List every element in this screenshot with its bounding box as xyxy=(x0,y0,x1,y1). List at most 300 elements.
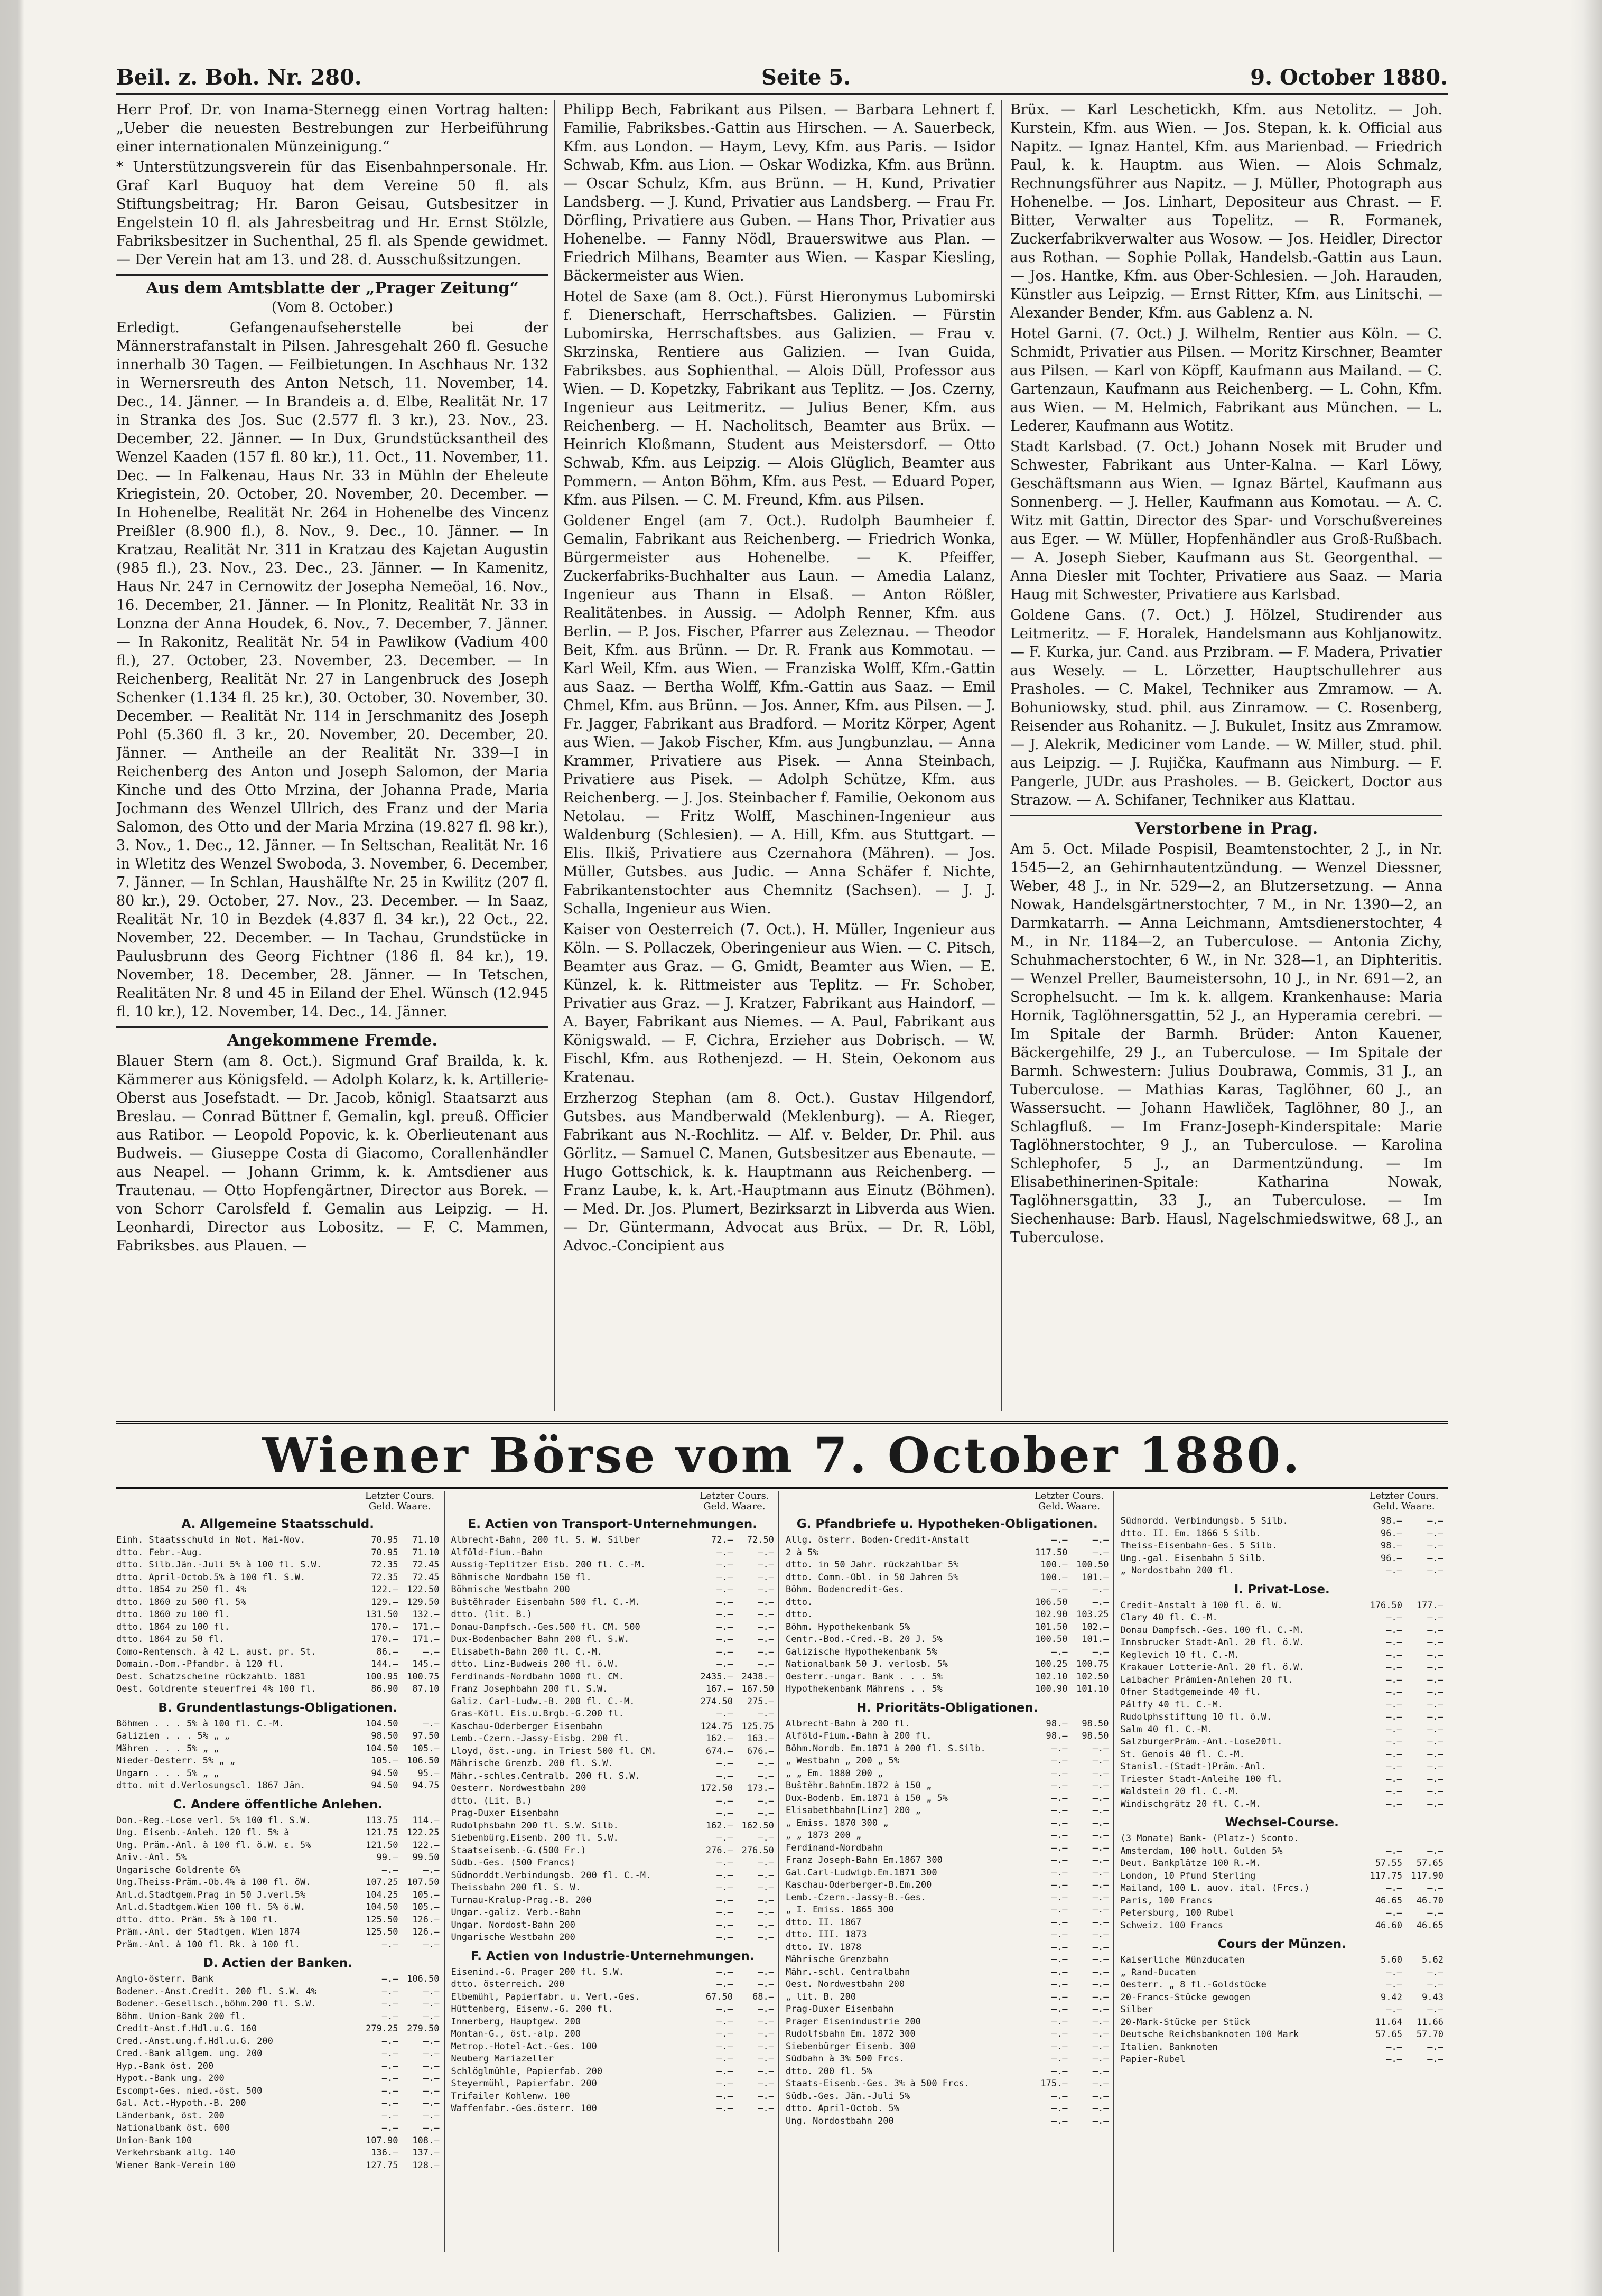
bid-price: 86.— xyxy=(376,1646,398,1657)
ask-price: —.— xyxy=(1427,1528,1443,1539)
ask-price: —.— xyxy=(1092,1793,1109,1804)
ask-price: —.— xyxy=(1427,1724,1443,1735)
bid-price: —.— xyxy=(1051,1584,1068,1595)
ask-price: —.— xyxy=(1092,2103,1109,2114)
security-name: Böhm. Bodencredit-Ges. xyxy=(786,1584,905,1595)
quote-row xyxy=(451,1758,775,1770)
security-name: Lloyd, öst.-ung. in Triest 500 fl. CM. xyxy=(451,1746,657,1757)
bid-price: 100.— xyxy=(1040,1560,1068,1570)
quote-row xyxy=(786,1929,1109,1942)
ask-price: 171.— xyxy=(412,1621,440,1632)
security-name: Centr.-Bod.-Cred.-B. 20 J. 5% xyxy=(786,1634,943,1645)
ask-price: 106.50 xyxy=(407,1974,440,1984)
quote-row xyxy=(786,1879,1109,1892)
security-name: Waldstein 20 fl. C.-M. xyxy=(1120,1786,1240,1797)
association-notice: * Unterstützungsverein für das Eisenbahnpersonale. Hr. Graf Karl Buquoy hat dem Vereine 50 fl. als Stiftungsbeitrag; Hr. Baron Geisau, Gutsbesitzer in Engelstein 10 fl. als Jahresbeitrag und Hr. Ernst Stölzle, Fabriksbesitzer in Suchenthal, 25 fl. als Spende gewidmet. — Der Verein hat am 13. und 28. d. Ausschußsitzungen. xyxy=(116,159,548,268)
security-name: dtto. April-Octob. 5% xyxy=(786,2103,899,2114)
bid-price: —.— xyxy=(1386,2041,1402,2052)
security-name: dtto. österreich. 200 xyxy=(451,1979,565,1990)
bid-price: 100.25 xyxy=(1035,1659,1068,1669)
quote-row xyxy=(786,1634,1109,1646)
bid-price: —.— xyxy=(1051,2115,1068,2126)
quote-row xyxy=(116,1780,440,1793)
bid-price: —.— xyxy=(716,2016,733,2027)
ask-price: 101.— xyxy=(1082,1634,1109,1645)
ask-price: —.— xyxy=(1427,1649,1443,1660)
security-name: Oest. Schatzscheine rückzahlb. 1881 xyxy=(116,1671,306,1682)
bid-price: —.— xyxy=(1386,1687,1402,1697)
issue-date: 9. October 1880. xyxy=(1250,65,1448,90)
security-name: Mailand, 100 L. auov. ital. (Frcs.) xyxy=(1120,1883,1310,1893)
security-name: dtto. in 50 Jahr. rückzahlbar 5% xyxy=(786,1560,959,1570)
ask-price: 129.50 xyxy=(407,1597,440,1608)
security-name: Kaiserliche Münzducaten xyxy=(1120,1955,1245,1965)
security-name: Einh. Staatsschuld in Not. Mai-Nov. xyxy=(116,1535,306,1545)
security-name: Metrop.-Hotel-Act.-Ges. 100 xyxy=(451,2041,597,2052)
bid-price: 125.50 xyxy=(366,1914,398,1925)
security-name: „ Nordostbahn 200 fl. xyxy=(1120,1565,1234,1576)
bid-price: —.— xyxy=(1051,1942,1068,1953)
gazette-heading: Aus dem Amtsblatte der „Prager Zeitung“ xyxy=(116,274,548,297)
bid-price: —.— xyxy=(1051,1917,1068,1928)
quote-row xyxy=(116,1973,440,1986)
bid-price: —.— xyxy=(1386,1798,1402,1809)
bid-price: 102.90 xyxy=(1035,1609,1068,1620)
security-name: Dux-Bodenbacher Bahn 200 fl. S.W. xyxy=(451,1634,630,1645)
ask-price xyxy=(1402,1833,1443,1845)
quote-row xyxy=(786,1534,1109,1547)
ask-price: 100.75 xyxy=(1076,1659,1109,1669)
ask-price: 94.75 xyxy=(412,1780,440,1791)
security-name: Ungarische Goldrente 6% xyxy=(116,1864,241,1875)
security-name: Oest. Goldrente steuerfrei 4% 100 fl. xyxy=(116,1684,316,1694)
quote-row xyxy=(1121,1786,1444,1798)
ask-price: —.— xyxy=(1092,2016,1109,2027)
bid-price: 98.— xyxy=(1046,1731,1068,1741)
quote-row xyxy=(451,1894,775,1907)
security-name: Ungarische Westbahn 200 xyxy=(451,1932,575,1943)
quote-row xyxy=(451,2028,775,2041)
bid-price: 11.64 xyxy=(1375,2017,1402,2028)
quote-row xyxy=(116,1852,440,1864)
quote-row xyxy=(451,1857,775,1870)
bid-price: —.— xyxy=(1386,1774,1402,1785)
bid-price: —.— xyxy=(1386,1674,1402,1685)
ask-price: —.— xyxy=(1427,1980,1443,1990)
bid-price: —.— xyxy=(716,2103,733,2114)
ask-price: —.— xyxy=(1092,1842,1109,1853)
ask-price: —.— xyxy=(758,2029,774,2039)
ask-price: 162.50 xyxy=(741,1820,774,1831)
quote-row xyxy=(1121,1686,1444,1699)
bid-price: —.— xyxy=(1051,2090,1068,2102)
ask-price: —.— xyxy=(1427,1699,1443,1710)
security-name: „ Westbahn „ 200 „ 5% xyxy=(786,1756,899,1766)
quote-row xyxy=(786,1793,1109,1805)
bid-price: —.— xyxy=(381,2073,398,2084)
security-name: dtto. Febr.-Aug. xyxy=(116,1547,203,1558)
ask-price: —.— xyxy=(758,1770,774,1781)
quote-row xyxy=(786,1780,1109,1793)
ask-price: 173.— xyxy=(747,1783,774,1794)
ask-price: —.— xyxy=(758,1609,774,1620)
bid-price: 94.50 xyxy=(371,1768,398,1779)
bid-price: —.— xyxy=(1386,1967,1402,1978)
bid-price: —.— xyxy=(716,2029,733,2039)
ask-price: —.— xyxy=(758,1621,774,1632)
security-name: Pálffy 40 fl. C.-M. xyxy=(1120,1699,1223,1710)
security-name: Alföld-Fium.-Bahn xyxy=(451,1547,543,1558)
ask-price: —.— xyxy=(423,1999,440,2009)
quote-row xyxy=(1121,2041,1444,2054)
ask-price: —.— xyxy=(1427,2004,1443,2015)
quote-row xyxy=(451,1782,775,1795)
bid-price: 5.60 xyxy=(1381,1955,1402,1965)
bid-price: 9.42 xyxy=(1381,1992,1402,2003)
bid-price: —.— xyxy=(716,1634,733,1645)
security-name: Credit-Anst.f.Hdl.u.G. 160 xyxy=(116,2023,257,2034)
quote-row xyxy=(1121,1798,1444,1811)
bid-price: —.— xyxy=(1051,1991,1068,2002)
bid-price: —.— xyxy=(716,2090,733,2102)
bid-price: —.— xyxy=(1386,1786,1402,1797)
quote-row xyxy=(786,2041,1109,2054)
security-name: Trifailer Kohlenw. 100 xyxy=(451,2090,570,2102)
security-name: Böhmen . . . 5% à 100 fl. C.-M. xyxy=(116,1718,284,1729)
ask-price: —.— xyxy=(1092,2041,1109,2052)
exchange-column-1 xyxy=(116,1491,445,2252)
quote-row xyxy=(786,1743,1109,1756)
bid-price: 144.— xyxy=(371,1659,398,1669)
arrivals-continued: Philipp Bech, Fabrikant aus Pilsen. — Barbara Lehnert f. Familie, Fabriksbes.-Gattin aus Hirschen. — A. Sauerbeck, Kfm. aus London. — Haym, Levy, Kfm. aus Paris. — Isidor Schwab, Kfm. aus Lion. — Oskar Wodizka, Kfm. aus Brünn. — Oscar Schulz, Kfm. aus Brünn. — H. Kund, Privatier Landsberg. — J. Kund, Privatier aus Landsberg. — Frau Fr. Dörfling, Privatiere aus Guben. — Hans Thor, Privatier aus Hohenelbe. — Fanny Nödl, Brauerswitwe aus Plan. — Friedrich Milhans, Beamter aus Wien. — Kaspar Kiesling, Bäckermeister aus Wien. xyxy=(563,101,995,284)
quote-row xyxy=(451,2016,775,2029)
ask-price: —.— xyxy=(1427,2054,1443,2065)
bid-price: —.— xyxy=(1386,2054,1402,2065)
ask-price: —.— xyxy=(758,1894,774,1906)
quote-row xyxy=(451,2066,775,2078)
ask-price: 163.— xyxy=(747,1733,774,1744)
quote-row xyxy=(786,1991,1109,2004)
ask-price: 171.— xyxy=(412,1634,440,1645)
bid-price: 176.50 xyxy=(1370,1600,1402,1611)
ask-price: —.— xyxy=(758,1870,774,1881)
ask-price: —.— xyxy=(758,1979,774,1990)
security-name: Prag-Duxer Eisenbahn xyxy=(786,2004,894,2014)
ask-price: —.— xyxy=(1427,1786,1443,1797)
bid-price: —.— xyxy=(716,1547,733,1558)
exchange-section-title: Wechsel-Course. xyxy=(1225,1816,1339,1830)
ask-price: —.— xyxy=(1427,1737,1443,1747)
quote-row xyxy=(1121,1870,1444,1883)
quote-row xyxy=(116,1683,440,1696)
security-name: Paris, 100 Francs xyxy=(1120,1895,1213,1906)
security-name: Lemb.-Czern.-Jassy-B.-Ges. xyxy=(786,1892,927,1903)
bid-price: —.— xyxy=(1386,1662,1402,1673)
ask-price: —.— xyxy=(758,2078,774,2089)
security-name: 2 à 5% xyxy=(786,1547,818,1558)
ask-price: —.— xyxy=(1427,2041,1443,2052)
security-name: Ung. Präm.-Anl. à 100 fl. ö.W. ε. 5% xyxy=(116,1840,311,1851)
bid-price: 104.25 xyxy=(366,1889,398,1900)
quote-row xyxy=(116,2036,440,2048)
ask-price: 122.25 xyxy=(407,1827,440,1838)
bid-price: —.— xyxy=(1051,2041,1068,2052)
security-name: St. Genois 40 fl. C.-M. xyxy=(1120,1749,1245,1760)
security-name: Oesterr.-ungar. Bank . . . 5% xyxy=(786,1671,943,1682)
security-name: Präm.-Anl. der Stadtgem. Wien 1874 xyxy=(116,1927,300,1937)
security-name: Präm.-Anl. à 100 fl. Rk. à 100 fl. xyxy=(116,1939,300,1950)
quote-row xyxy=(116,1559,440,1572)
bid-price: 127.75 xyxy=(366,2160,398,2171)
ask-price: 71.10 xyxy=(412,1535,440,1545)
bid-price: 72.— xyxy=(711,1535,733,1545)
bid-price: —.— xyxy=(381,1986,398,1997)
bid-price: —.— xyxy=(381,2098,398,2108)
quote-row xyxy=(116,1998,440,2011)
quote-row xyxy=(116,2060,440,2073)
bid-price: —.— xyxy=(1051,1793,1068,1804)
bid-price: —.— xyxy=(1386,1724,1402,1735)
bid-price: 46.60 xyxy=(1375,1920,1402,1931)
security-name: Gal. Act.-Hypoth.-B. 200 xyxy=(116,2098,246,2108)
quote-row xyxy=(786,1942,1109,1954)
quote-row xyxy=(1121,2029,1444,2041)
bid-price: 107.90 xyxy=(366,2135,398,2146)
quote-row xyxy=(116,1889,440,1902)
quote-row xyxy=(116,1534,440,1547)
bid-price: 67.50 xyxy=(705,1991,733,2002)
security-name: Cred.-Anst.ung.f.Hdl.u.G. 200 xyxy=(116,2036,273,2047)
exchange-column-header xyxy=(786,1491,1109,1512)
ask-price: —.— xyxy=(1427,1637,1443,1648)
ask-price: —.— xyxy=(1092,1756,1109,1766)
ask-price: —.— xyxy=(1427,1687,1443,1697)
security-name: Hypot.-Bank ung. 200 xyxy=(116,2073,225,2084)
security-name: dtto. 1860 zu 100 fl. xyxy=(116,1609,230,1620)
quote-row xyxy=(116,1597,440,1609)
security-name: Dux-Bodenb. Em.1871 à 150 „ 5% xyxy=(786,1793,948,1804)
bid-price: 72.35 xyxy=(371,1572,398,1583)
quote-row xyxy=(1121,1979,1444,1992)
quote-row xyxy=(116,1718,440,1731)
security-name: Como-Rentensch. à 42 L. aust. pr. St. xyxy=(116,1646,316,1657)
column-header-label: Letzter Cours. Geld. Waare. xyxy=(700,1491,769,1512)
ask-price: —.— xyxy=(1427,1798,1443,1809)
bid-price: 162.— xyxy=(705,1733,733,1744)
quote-row xyxy=(451,1832,775,1845)
bid-price: 98.— xyxy=(1046,1718,1068,1729)
quote-row xyxy=(786,1671,1109,1684)
exchange-section-title: D. Actien der Banken. xyxy=(203,1956,352,1970)
column-2 xyxy=(563,100,1002,1411)
quote-row xyxy=(1121,1882,1444,1895)
security-name: Bodener.-Gesellsch.,böhm.200 fl. S.W. xyxy=(116,1999,316,2009)
security-name: Cred.-Bank allgem. ung. 200 xyxy=(116,2048,263,2059)
bid-price: —.— xyxy=(716,1795,733,1806)
ask-price: —.— xyxy=(1092,1954,1109,1965)
security-name: Länderbank, öst. 200 xyxy=(116,2110,225,2121)
quote-row xyxy=(786,1768,1109,1780)
ask-price: 106.50 xyxy=(407,1756,440,1766)
security-name: Theissbahn 200 fl. S. W. xyxy=(451,1882,581,1893)
bid-price: —.— xyxy=(381,1864,398,1875)
ask-price: —.— xyxy=(1427,1565,1443,1576)
security-name: Rudolphsbahn 200 fl. S.W. Silb. xyxy=(451,1820,619,1831)
security-name: Galiz. Carl-Ludw.-B. 200 fl. C.-M. xyxy=(451,1696,635,1707)
security-name: Donau-Dampfsch.-Ges.500 fl. CM. 500 xyxy=(451,1621,640,1632)
quote-row xyxy=(1121,1528,1444,1541)
bid-price: —.— xyxy=(716,1919,733,1930)
ask-price: 100.50 xyxy=(1076,1560,1109,1570)
ask-price: —.— xyxy=(1092,1880,1109,1890)
bid-price: —.— xyxy=(716,2066,733,2077)
exchange-section-title: I. Privat-Lose. xyxy=(1234,1582,1330,1597)
ask-price: —.— xyxy=(1092,1991,1109,2002)
exchange-section-title: H. Prioritäts-Obligationen. xyxy=(856,1701,1038,1715)
quote-row xyxy=(116,2011,440,2023)
ask-price: —.— xyxy=(423,2011,440,2022)
ask-price: 126.— xyxy=(412,1927,440,1937)
bid-price: —.— xyxy=(716,2054,733,2064)
bid-price: 57.65 xyxy=(1375,2029,1402,2040)
exchange-tables xyxy=(116,1491,1448,2252)
bid-price: —.— xyxy=(716,1659,733,1669)
security-name: Siebenbürger Eisenb. 300 xyxy=(786,2041,916,2052)
security-name: dtto. 1864 zu 50 fl. xyxy=(116,1634,225,1645)
ask-price: —.— xyxy=(1092,1768,1109,1779)
bid-price: —.— xyxy=(716,1770,733,1781)
quote-row xyxy=(786,1978,1109,1991)
quote-row xyxy=(451,1795,775,1808)
security-name: (3 Monate) Bank- (Platz-) Sconto. xyxy=(1120,1833,1299,1844)
security-name: dtto. IV. 1878 xyxy=(786,1942,862,1953)
bid-price: —.— xyxy=(381,2036,398,2047)
quote-row xyxy=(116,1815,440,1827)
bid-price: 279.25 xyxy=(366,2023,398,2034)
security-name: Ung. Nordostbahn 200 xyxy=(786,2115,894,2126)
bid-price: —.— xyxy=(1051,2004,1068,2014)
arrivals-erzherzog-stephan: Erzherzog Stephan (am 8. Oct.). Gustav Hilgendorf, Gutsbes. aus Mandberwald (Meklenburg). — A. Rieger, Fabrikant aus N.-Rochlitz. — Alf. v. Belder, Dr. Phil. aus Görlitz. — Samuel C. Manen, Gutsbesitzer aus Ebenaute. — Hugo Gottschick, k. k. Hauptmann aus Reichenberg. — Franz Laube, k. k. Art.-Hauptmann aus Einutz (Böhmen). — Med. Dr. Jos. Plumert, Bezirksarzt in Libverda aus Wien. — Dr. Güntermann, Advocat aus Brüx. — Dr. R. Löbl, Advoc.-Concipient aus xyxy=(563,1090,995,1254)
bid-price: —.— xyxy=(1051,1780,1068,1791)
ask-price: —.— xyxy=(1092,1830,1109,1841)
bid-price: 674.— xyxy=(705,1746,733,1757)
security-name: Waffenfabr.-Ges.österr. 100 xyxy=(451,2103,597,2114)
bid-price: 101.50 xyxy=(1035,1621,1068,1632)
security-name: Ung.Theiss-Präm.-Ob.4% à 100 fl. öW. xyxy=(116,1877,311,1888)
bid-price: —.— xyxy=(1386,1883,1402,1893)
arrivals-continued-2: Brüx. — Karl Leschetickh, Kfm. aus Netolitz. — Joh. Kurstein, Kfm. aus Wien. — Jos. Stepan, k. k. Official aus Napitz. — Ignaz Hantel, Kfm. aus Marienbad. — Friedrich Paul, k. k. Hauptm. aus Wien. — Alois Schmalz, Rechnungsführer aus Napitz. — J. Müller, Photograph aus Hohenelbe. — Jos. Linhart, Depositeur aus Chrast. — F. Bitter, Verwalter aus Topelitz. — R. Formanek, Zuckerfabrikverwalter aus Wosow. — Jos. Heidler, Director aus Rothan. — Sophie Pollak, Handelsb.-Gattin aus Laun. — Jos. Hantke, Kfm. aus Ober-Schlesien. — Joh. Harauden, Künstler aus Leipzig. — Ernst Ritter, Kfm. aus Linitschi. — Alexander Bender, Kfm. aus Gablenz a. N. xyxy=(1010,101,1442,321)
security-name: „ „ Em. 1880 200 „ xyxy=(786,1768,883,1779)
ask-price: —.— xyxy=(1427,1516,1443,1526)
quote-row xyxy=(786,1917,1109,1929)
exchange-section-title: B. Grundentlastungs-Obligationen. xyxy=(158,1701,398,1715)
ask-price: —.— xyxy=(1092,2004,1109,2014)
quote-row xyxy=(786,1584,1109,1597)
ask-price: —.— xyxy=(758,2004,774,2014)
security-name: dtto. dtto. Präm. 5% à 100 fl. xyxy=(116,1914,279,1925)
ask-price: —.— xyxy=(423,2085,440,2096)
arrivals-kaiser-von-oesterreich: Kaiser von Oesterreich (7. Oct.). H. Müller, Ingenieur aus Köln. — S. Pollaczek, Oberingenieur aus Wien. — C. Pitsch, Beamter aus Graz. — G. Gmidt, Beamter aus Wien. — E. Künzel, k. k. Rittmeister aus Teplitz. — Fr. Schober, Privatier aus Graz. — J. Kratzer, Fabrikant aus Haindorf. — A. Bayer, Fabrikant aus Niemes. — A. Paul, Fabrikant aus Königswald. — F. Cichra, Erzieher aus Dobrisch. — W. Fischl, Kfm. aus Rothenjezd. — H. Stein, Oekonom aus Kratenau. xyxy=(563,921,995,1086)
security-name: Triester Stadt-Anleihe 100 fl. xyxy=(1120,1774,1283,1785)
security-name: Oesterr. Nordwestbahn 200 xyxy=(451,1783,586,1794)
quote-row xyxy=(451,1882,775,1894)
bid-price: —.— xyxy=(1386,1749,1402,1760)
ask-price: —.— xyxy=(1092,2054,1109,2064)
ask-price: 103.25 xyxy=(1076,1609,1109,1620)
security-name: Siebenbürg.Eisenb. 200 fl. S.W. xyxy=(451,1833,619,1843)
ask-price: —.— xyxy=(423,2048,440,2059)
issue-label: Beil. z. Boh. Nr. 280. xyxy=(116,65,362,90)
security-name: Galizische Hypothekenbank 5% xyxy=(786,1646,937,1657)
quote-row xyxy=(451,1696,775,1709)
ask-price: —.— xyxy=(1092,1867,1109,1878)
quote-row xyxy=(116,2110,440,2123)
quote-row xyxy=(116,1743,440,1756)
ask-price: —.— xyxy=(1092,1855,1109,1865)
quote-row xyxy=(451,1683,775,1696)
security-name: Lemb.-Czern.-Jassy-Eisbg. 200 fl. xyxy=(451,1733,630,1744)
security-name: Böhm.Nordb. Em.1871 à 200 fl. S.Silb. xyxy=(786,1743,986,1754)
bid-price: 167.— xyxy=(705,1684,733,1694)
quote-row xyxy=(786,1904,1109,1917)
security-name: dtto. II. 1867 xyxy=(786,1917,862,1928)
bid-price: —.— xyxy=(1386,1845,1402,1856)
bid-price: 131.50 xyxy=(366,1609,398,1620)
bid-price: 172.50 xyxy=(700,1783,733,1794)
bid-price: —.— xyxy=(716,1621,733,1632)
bid-price: 117.50 xyxy=(1035,1547,1068,1558)
bid-price: —.— xyxy=(1051,1929,1068,1940)
ask-price: 117.90 xyxy=(1411,1870,1443,1881)
quote-row xyxy=(451,1733,775,1746)
quote-row xyxy=(1121,1992,1444,2004)
quote-row xyxy=(1121,1637,1444,1649)
quote-row xyxy=(1121,1858,1444,1870)
ask-price: 2438.— xyxy=(741,1671,774,1682)
quote-row xyxy=(116,1986,440,1999)
quote-row xyxy=(116,1646,440,1659)
security-name: „ „ 1873 200 „ xyxy=(786,1830,862,1841)
ask-price: —.— xyxy=(1092,1547,1109,1558)
ask-price: 279.50 xyxy=(407,2023,440,2034)
quote-row xyxy=(1121,1774,1444,1786)
security-name: Ferdinands-Nordbahn 1000 fl. CM. xyxy=(451,1671,625,1682)
security-name: Ung.-gal. Eisenbahn 5 Silb. xyxy=(1120,1553,1266,1564)
quote-row xyxy=(786,1683,1109,1696)
arrivals-heading: Angekommene Fremde. xyxy=(116,1026,548,1050)
ask-price: 98.50 xyxy=(1082,1718,1109,1729)
ask-price: 676.— xyxy=(747,1746,774,1757)
security-name: dtto. Linz-Budweis 200 fl. ö.W. xyxy=(451,1659,619,1669)
quote-row xyxy=(116,1755,440,1768)
quote-row xyxy=(116,2097,440,2110)
quote-row xyxy=(451,1609,775,1621)
gazette-text: Erledigt. Gefangenaufseherstelle bei der Männerstrafanstalt in Pilsen. Jahresgehalt 260 fl. Gesuche innerhalb 30 Tagen. — Feilbietungen. In Aschhaus Nr. 132 in Wernersreuth des Anton Netsch, 11. November, 14. Dec., 14. Jänner. — In Brandeis a. d. Elbe, Realität Nr. 17 in Stranka des Jos. Suc (2.577 fl. 3 kr.), 23. Nov., 23. December, 22. Jänner. — In Dux, Grundstücksantheil des Wenzel Kaaden (157 fl. 80 kr.), 11. Oct., 11. November, 11. Dec. — In Falkenau, Haus Nr. 33 in Mühln der Eheleute Kriegistein, 20. October, 20. November, 20. December. — In Hohenelbe, Realität Nr. 264 in Hohenelbe des Vincenz Preißler (8.900 fl.), 8. Nov., 9. Dec., 10. Jänner. — In Kratzau, Realität Nr. 311 in Kratzau des Kajetan Augustin (985 fl.), 23. Nov., 23. Dec., 23. Jänner. — In Kamenitz, Haus Nr. 247 in Cernowitz der Josepha Nemeöal, 16. Nov., 16. December, 21. Jänner. — In Plonitz, Realität Nr. 33 in Lonzna der Anna Houdek, 6. Nov., 7. December, 7. Jänner. — In Rakonitz, Realität Nr. 54 in Pawlikow (Vadium 400 fl.), 27. October, 23. November, 23. December. — In Reichenberg, Realität Nr. 27 in Langenbruck des Joseph Schenker (1.134 fl. 25 kr.), 30. October, 30. November, 30. December. — Realität Nr. 114 in Jerschmanitz des Joseph Pohl (5.360 fl. 3 kr., 20. November, 20. December, 20. Jänner. — Antheile an der Realität Nr. 339—I in Reichenberg des Anton und Joseph Salomon, der Maria Kinche und des Otto Mrzina, der Johanna Prade, Maria Jochmann des Wenzel Ullrich, des Franz und der Maria Salomon, des Otto und der Maria Mrzina (19.827 fl. 98 kr.), 3. Nov., 1. Dec., 12. Jänner. — In Seltschan, Realität Nr. 16 in Wletitz des Wenzel Swoboda, 3. November, 6. December, 7. Jänner. — In Schlan, Haushälfte Nr. 25 in Kwilitz (207 fl. 80 kr.), 29. October, 27. Nov., 23. December. — In Saaz, Realität Nr. 10 in Bezdek (4.837 fl. 34 kr.), 22 Oct., 22. November, 22. December. — In Tachau, Grundstücke in Paulusbrunn des Georg Fichtner (186 fl. 84 kr.), 19. November, 18. December, 28. Jänner. — In Tetschen, Realitäten Nr. 8 und 45 in Eiland der Ehel. Wünsch (12.945 fl. 10 kr.), 12. November, 14. Dec., 14. Jänner. xyxy=(116,320,548,1020)
ask-price: —.— xyxy=(1092,1979,1109,1990)
ask-price: —.— xyxy=(1427,1749,1443,1760)
ask-price: —.— xyxy=(758,2041,774,2052)
security-name: Kaschau-Oderberger-B.Em.200 xyxy=(786,1880,932,1890)
bid-price: —.— xyxy=(716,1870,733,1881)
security-name: dtto. mit d.Verlosungscl. 1867 Jän. xyxy=(116,1780,306,1791)
quote-row xyxy=(116,1572,440,1584)
security-name: Windischgrätz 20 fl. C.-M. xyxy=(1120,1798,1261,1809)
quote-row xyxy=(1121,1711,1444,1724)
security-name: Anglo-österr. Bank xyxy=(116,1974,214,1984)
security-name: Eisenind.-G. Prager 200 fl. S.W. xyxy=(451,1966,625,1977)
ask-price: 72.50 xyxy=(747,1535,774,1545)
quote-row xyxy=(451,1845,775,1858)
